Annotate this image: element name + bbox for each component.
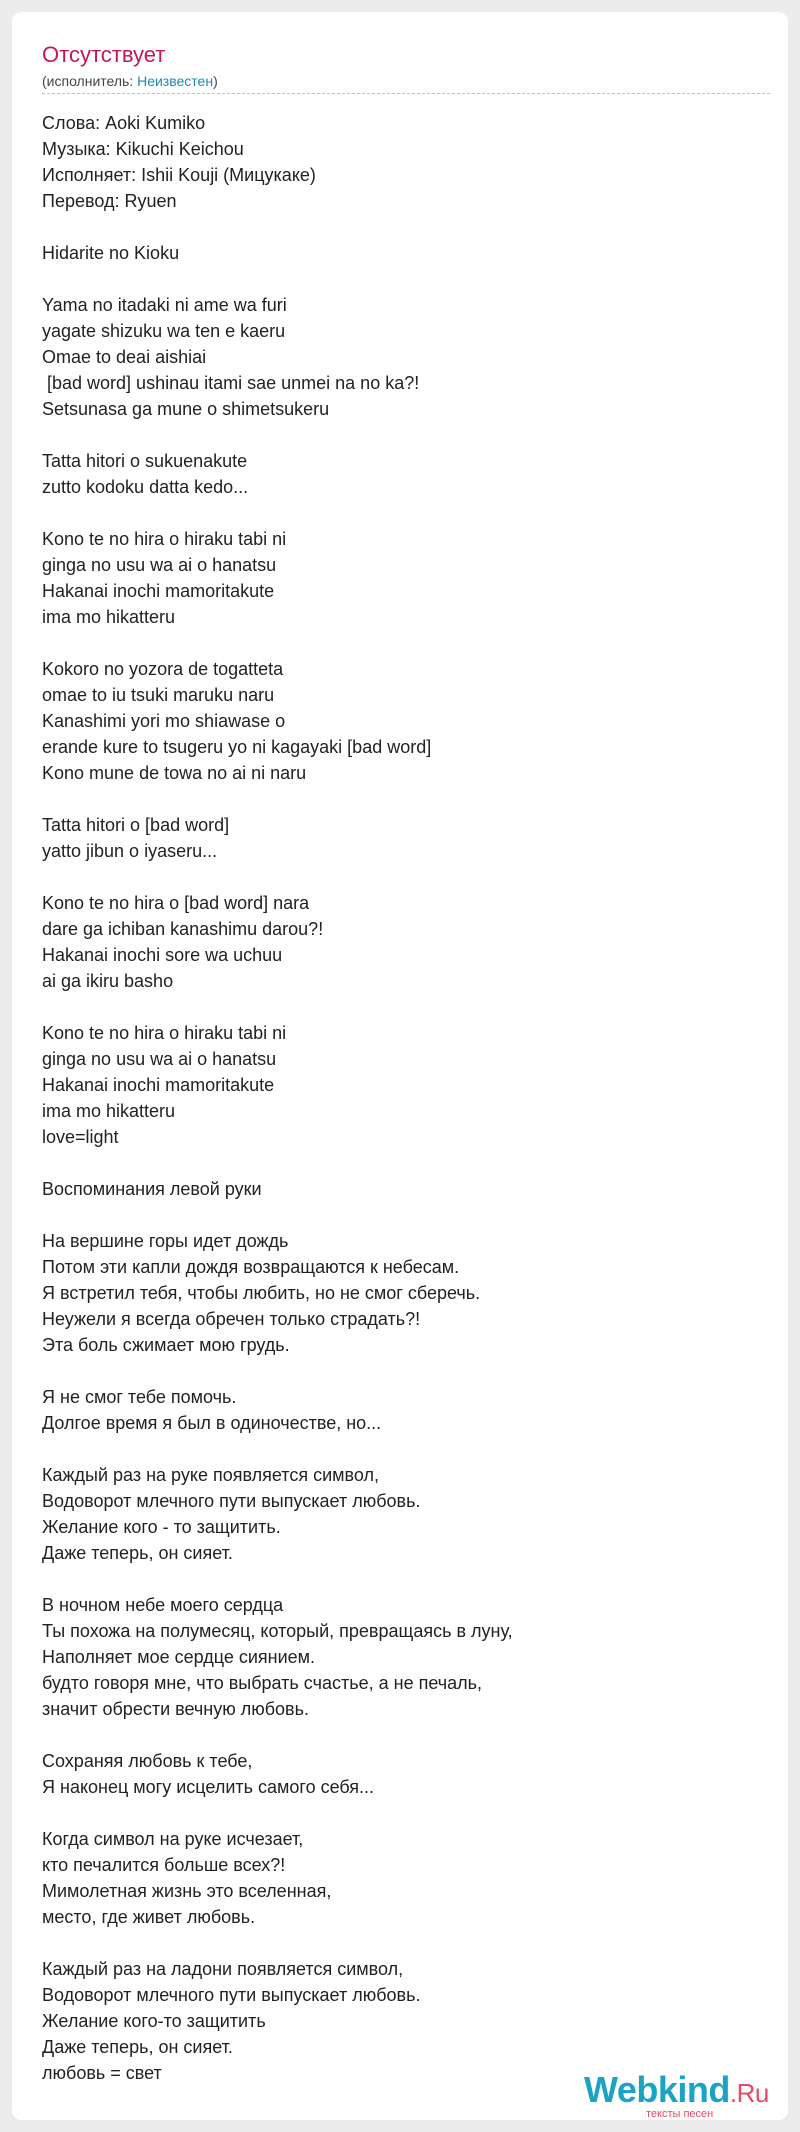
site-logo[interactable] bbox=[584, 2070, 784, 2118]
logo-wordmark bbox=[584, 2070, 769, 2113]
logo-tld: .Ru bbox=[729, 2078, 769, 2108]
logo-tagline: тексты песен bbox=[646, 2108, 714, 2120]
artist-link[interactable]: Неизвестен bbox=[137, 73, 214, 89]
content-card bbox=[12, 12, 788, 2120]
performer-prefix: (исполнитель: bbox=[42, 73, 138, 89]
lyrics-text: Слова: Aoki Kumiko Музыка: Kikuchi Keichou Исполняет: Ishii Kouji (Мицукаке) Перевод: Ryuen Hidarite no Kioku Yama no itadaki ni ame wa furi yagate shizuku wa ten e kaeru Omae to deai aishiai [bad word] ushinau itami sae unmei na no ka?! Setsunasa ga mune o shimetsukeru Tatta hitori o sukuenakute zutto kodoku datta kedo... Kono te no hira o hiraku tabi ni ginga no usu wa ai o hanatsu Hakanai inochi mamoritakute ima mo hikatteru Kokoro no yozora de togatteta omae to iu tsuki maruku naru Kanashimi yori mo shiawase o erande kure to tsugeru yo ni kagayaki [bad word] Kono mune de towa no ai ni naru Tatta hitori o [bad word] yatto jibun o iyaseru... Kono te no hira o [bad word] nara dare ga ichiban kanashimu darou?! Hakanai inochi sore wa uchuu ai ga ikiru basho Kono te no hira o hiraku tabi ni ginga no usu wa ai o hanatsu Hakanai inochi mamoritakute ima mo hikatteru love=light Воспоминания левой руки На вершине горы идет дождь Потом эти капли дождя возвращаются к небесам. Я встретил тебя, чтобы любить, но не смог сберечь. Неужели я всегда обречен только страдать?! Эта боль сжимает мою грудь. Я не смог тебе помочь. Долгое время я был в одиночестве, но... Каждый раз на руке появляется символ, Водоворот млечного пути выпускает любовь. Желание кого - то защитить. Даже теперь, он сияет. В ночном небе моего сердца Ты похожа на полумесяц, который, превращаясь в луну, Наполняет мое сердце сиянием. будто говоря мне, что выбрать счастье, а не печаль, значит обрести вечную любовь. Сохраняя любовь к тебе, Я наконец могу исцелить самого себя... Когда символ на руке исчезает, кто печалится больше всех?! Мимолетная жизнь это вселенная, место, где живет любовь. Каждый раз на ладони появляется символ, Водоворот млечного пути выпускает любовь. Желание кого-то защитить Даже теперь, он сияет. любовь = свет bbox=[42, 113, 513, 2083]
title-divider bbox=[42, 93, 770, 94]
performer-line bbox=[42, 73, 218, 89]
logo-name: Webkind bbox=[584, 2069, 730, 2110]
performer-suffix: ) bbox=[213, 73, 218, 89]
page-title: Отсутствует bbox=[42, 42, 166, 67]
